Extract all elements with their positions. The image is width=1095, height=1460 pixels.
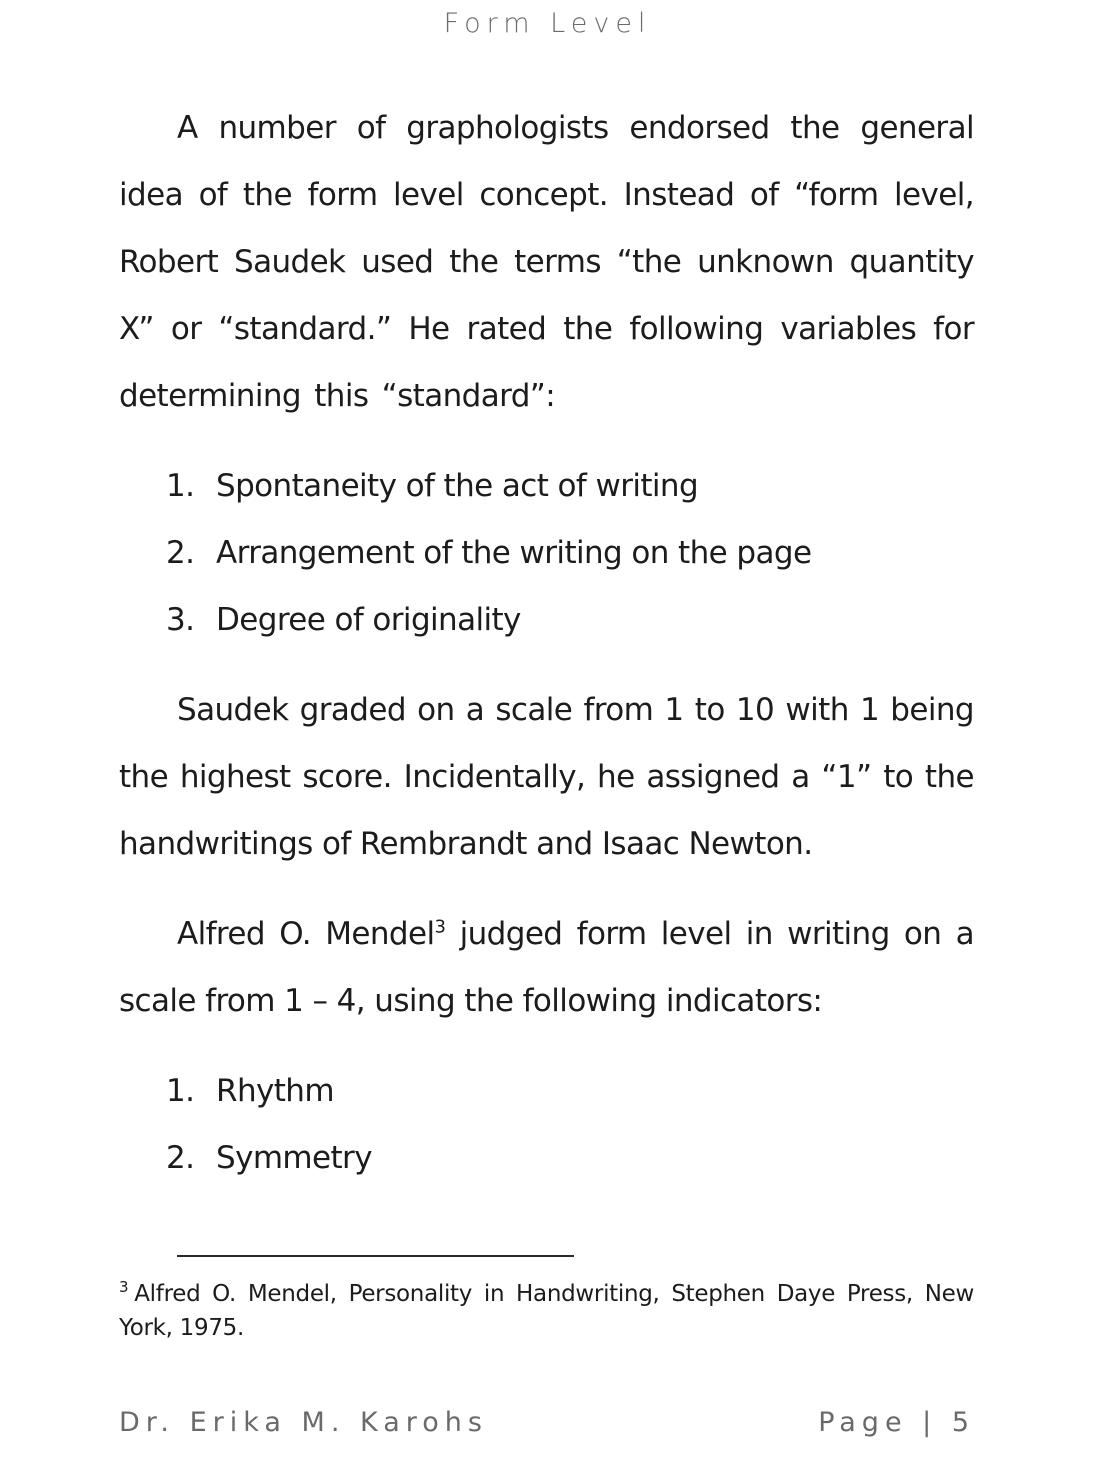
- paragraph-text: A number of graphologists endorsed the general idea of the form level concept. Instead of “form level, Robert Saudek used the terms “the unknown quantity X” or “standard.” He rated the following variables for determining this “standard”:: [119, 110, 974, 414]
- list-item: [166, 453, 811, 520]
- saudek-variables-list: [166, 453, 811, 654]
- list-text: Degree of originality: [216, 602, 521, 638]
- footnote-marker: 3: [119, 1278, 129, 1297]
- list-text: Symmetry: [216, 1140, 372, 1176]
- paragraph-text-end: judged form level in writing on a scale from 1 – 4, using the following indicators:: [119, 916, 974, 1019]
- mendel-indicators-list: [166, 1058, 372, 1192]
- paragraph-text: [119, 901, 974, 1035]
- list-number: 2.: [166, 1140, 195, 1176]
- list-text: Spontaneity of the act of writing: [216, 468, 699, 504]
- list-text: Rhythm: [216, 1073, 334, 1109]
- list-number: 3.: [166, 602, 195, 638]
- list-number: 2.: [166, 535, 195, 571]
- footer-page-number: Page | 5: [818, 1407, 975, 1438]
- list-number: 1.: [166, 468, 195, 504]
- footnote: [119, 1277, 974, 1345]
- paragraph-intro: [119, 95, 974, 430]
- paragraph-mendel: [119, 901, 974, 1035]
- paragraph-saudek-scale: [119, 677, 974, 878]
- list-text: Arrangement of the writing on the page: [216, 535, 812, 571]
- list-item: [166, 1058, 372, 1125]
- list-item: [166, 520, 811, 587]
- list-number: 1.: [166, 1073, 195, 1109]
- footnote-separator: [177, 1255, 574, 1257]
- running-header: Form Level: [443, 8, 652, 39]
- footnote-reference[interactable]: 3: [434, 916, 446, 938]
- footer-author: Dr. Erika M. Karohs: [119, 1407, 488, 1438]
- paragraph-text: Saudek graded on a scale from 1 to 10 with 1 being the highest score. Incidentally, he assigned a “1” to the handwritings of Rembrandt and Isaac Newton.: [119, 692, 974, 862]
- list-item: [166, 1125, 372, 1192]
- footnote-text: Alfred O. Mendel, Personality in Handwriting, Stephen Daye Press, New York, 1975.: [119, 1281, 974, 1341]
- list-item: [166, 587, 811, 654]
- paragraph-text-start: Alfred O. Mendel: [177, 916, 435, 952]
